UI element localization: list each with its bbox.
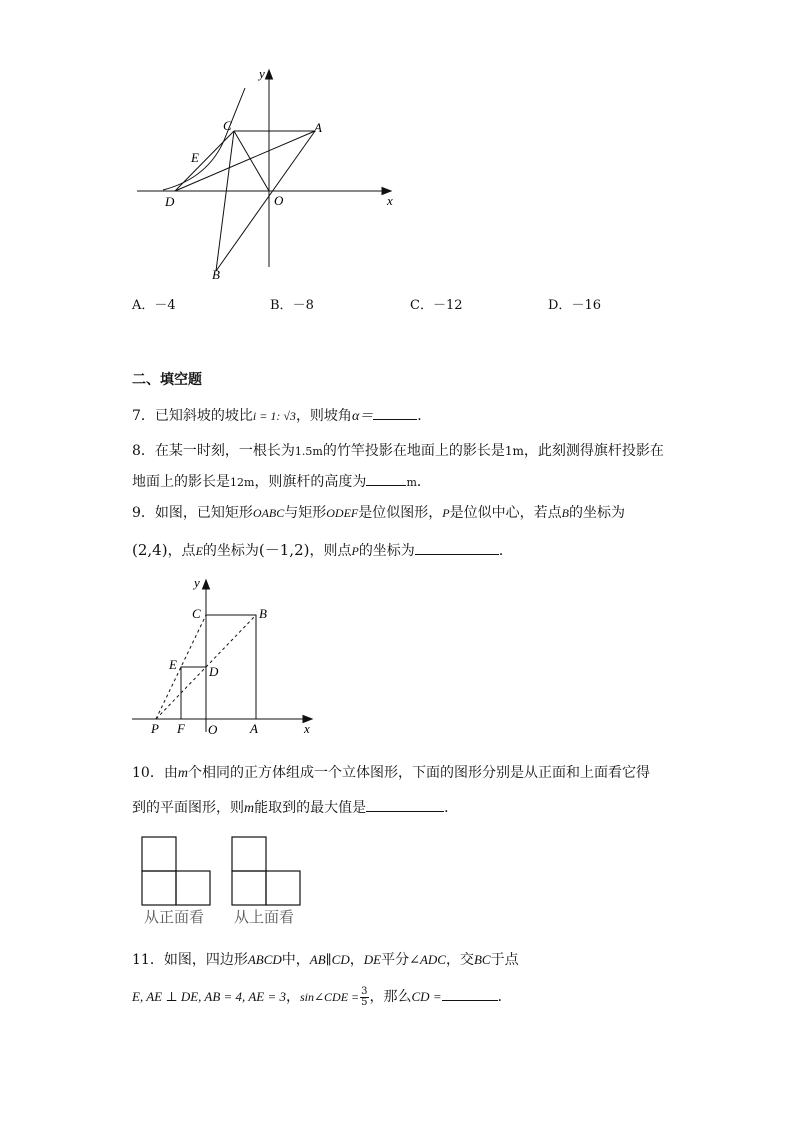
question-10-line-2: [132, 797, 458, 819]
y-axis-arrow: [203, 580, 210, 589]
figure-2-similar-rectangles: [128, 572, 328, 740]
label-O: O: [274, 193, 284, 208]
label-C: C: [192, 606, 201, 621]
q8-val-3: 12m: [230, 476, 255, 489]
label-E: E: [169, 657, 177, 672]
q7-text-2: ，则坡角: [295, 408, 352, 424]
label-F: F: [177, 721, 185, 736]
label-B: B: [212, 267, 220, 282]
q9-answer-blank[interactable]: [415, 540, 499, 555]
q7-alpha: α＝: [351, 409, 374, 424]
q8-val-2: 1m: [504, 444, 524, 458]
q7-end: ．: [417, 408, 432, 424]
q9-text-4: 是位似中心，若点: [449, 505, 562, 521]
q11-sin: sin∠CDE =: [299, 990, 360, 1004]
q11-text-6: ，那么: [369, 989, 412, 1005]
q11-text-1: 11．如图，四边形: [132, 952, 248, 968]
choice-b-value: －8: [292, 298, 314, 313]
q7-answer-blank[interactable]: [373, 405, 417, 420]
q11-cd: CD =: [411, 989, 442, 1004]
q9-coord-e: (－1,2): [258, 541, 310, 559]
q8-text-4: 地面上的影长是: [132, 474, 230, 490]
q11-angle: ∠ADC: [409, 952, 446, 967]
caption-front-view: 从正面看: [144, 908, 205, 926]
question-8-line-2: [132, 471, 431, 493]
question-11-line-1: [132, 950, 519, 970]
top-view-diagram: [230, 835, 304, 907]
q11-text-2: 中，: [281, 952, 310, 968]
q11-comma-2: ，: [285, 989, 300, 1005]
q11-fraction-denominator: 5: [361, 996, 368, 1008]
question-8-line-1: [132, 441, 664, 462]
q9-text-9: 的坐标为: [358, 543, 415, 559]
q11-fraction: [360, 987, 368, 1008]
front-view-diagram: [140, 835, 214, 907]
q11-fraction-numerator: 3: [361, 985, 368, 997]
q9-text-6: ，点: [167, 543, 196, 559]
q11-comma: ，: [349, 952, 364, 968]
q10-text-3: 到的平面图形，则: [132, 800, 244, 816]
q10-text-4: 能取到的最大值是: [254, 800, 367, 816]
choice-a-value: －4: [154, 298, 176, 313]
question-9-line-1: [132, 503, 625, 523]
q9-point-p: P: [442, 506, 450, 520]
q9-text-3: 是位似图形，: [358, 505, 443, 521]
q8-unit: m: [406, 476, 417, 489]
q9-coord-b: (2,4): [132, 541, 168, 559]
question-7: [132, 405, 431, 427]
q11-end: ．: [497, 989, 512, 1005]
choice-b[interactable]: [270, 296, 314, 316]
caption-top-view: 从上面看: [234, 908, 295, 926]
section-title: 二、填空题: [132, 372, 202, 388]
segment-CO: [234, 131, 269, 191]
label-B: B: [259, 606, 267, 621]
q8-text-1: 8．在某一时刻，一根长为: [132, 443, 295, 459]
label-O: O: [208, 722, 218, 737]
q11-parallel: AB∥CD: [309, 952, 350, 967]
choice-a[interactable]: [132, 296, 176, 316]
q11-answer-blank[interactable]: [442, 986, 498, 1001]
label-D: D: [165, 194, 175, 209]
q7-ratio: i = 1: √3: [252, 409, 296, 423]
choice-c[interactable]: [410, 296, 463, 316]
label-A: A: [250, 721, 258, 736]
label-y: y: [259, 66, 265, 81]
choice-a-letter: A．: [132, 298, 155, 313]
q9-text-5: 的坐标为: [568, 505, 625, 521]
q9-point-p-2: P: [351, 544, 359, 558]
q11-text-4: ，交: [445, 952, 474, 968]
q9-text-1: 9．如图，已知矩形: [132, 505, 253, 521]
q11-conditions: E, AE ⊥ DE, AB = 4, AE = 3: [132, 989, 286, 1004]
q8-text-3: ，此刻测得旗杆投影在: [523, 443, 664, 459]
q9-text-7: 的坐标为: [202, 543, 259, 559]
rectangle-ODEF: [181, 667, 206, 719]
q10-text-1: 10．由: [132, 765, 178, 781]
q9-rect-1: OABC: [252, 506, 285, 520]
q10-m: m: [177, 766, 188, 781]
question-10-line-1: [132, 763, 650, 784]
choice-c-letter: C．: [410, 298, 433, 313]
label-P: P: [151, 721, 159, 736]
label-x: x: [387, 193, 393, 208]
q9-text-2: 与矩形: [284, 505, 327, 521]
q9-rect-2: ODEF: [326, 506, 359, 520]
q8-answer-blank[interactable]: [366, 471, 406, 486]
choice-d-value: －16: [571, 298, 601, 313]
figure-1-coordinate-diagram: [125, 60, 410, 285]
choice-c-value: －12: [432, 298, 463, 313]
q11-text-5: 于点: [490, 952, 519, 968]
label-C: C: [223, 118, 232, 133]
label-A: A: [314, 120, 322, 135]
q8-text-2: 的竹竿投影在地面上的影长是: [322, 443, 505, 459]
q9-text-8: ，则点: [309, 543, 352, 559]
q11-de: DE: [363, 952, 382, 967]
q11-quad: ABCD: [247, 952, 282, 967]
q10-end: ．: [444, 800, 459, 816]
q8-end: ．: [416, 474, 431, 490]
question-9-line-2: [132, 540, 513, 561]
choice-d-letter: D．: [548, 298, 572, 313]
y-axis-arrow: [266, 70, 273, 79]
q11-text-3: 平分: [381, 952, 410, 968]
label-D: D: [209, 664, 219, 679]
segment-CD: [175, 131, 234, 191]
q9-point-b: B: [561, 506, 569, 520]
q8-text-5: ，则旗杆的高度为: [254, 474, 367, 490]
q10-answer-blank[interactable]: [366, 797, 444, 812]
label-y: y: [194, 575, 200, 590]
q10-text-2: 个相同的正方体组成一个立体图形，下面的图形分别是从正面和上面看它得: [187, 765, 650, 781]
choice-d[interactable]: [548, 296, 601, 316]
label-x: x: [304, 721, 310, 736]
q10-m-2: m: [244, 801, 255, 816]
question-11-line-2: [132, 986, 512, 1008]
q9-point-e: E: [195, 544, 203, 558]
label-E: E: [191, 150, 199, 165]
q9-end: ．: [498, 543, 513, 559]
q8-val-1: 1.5m: [294, 445, 323, 458]
q7-text-1: 7．已知斜坡的坡比: [132, 408, 253, 424]
q11-bc: BC: [473, 952, 491, 967]
choice-b-letter: B．: [270, 298, 293, 313]
